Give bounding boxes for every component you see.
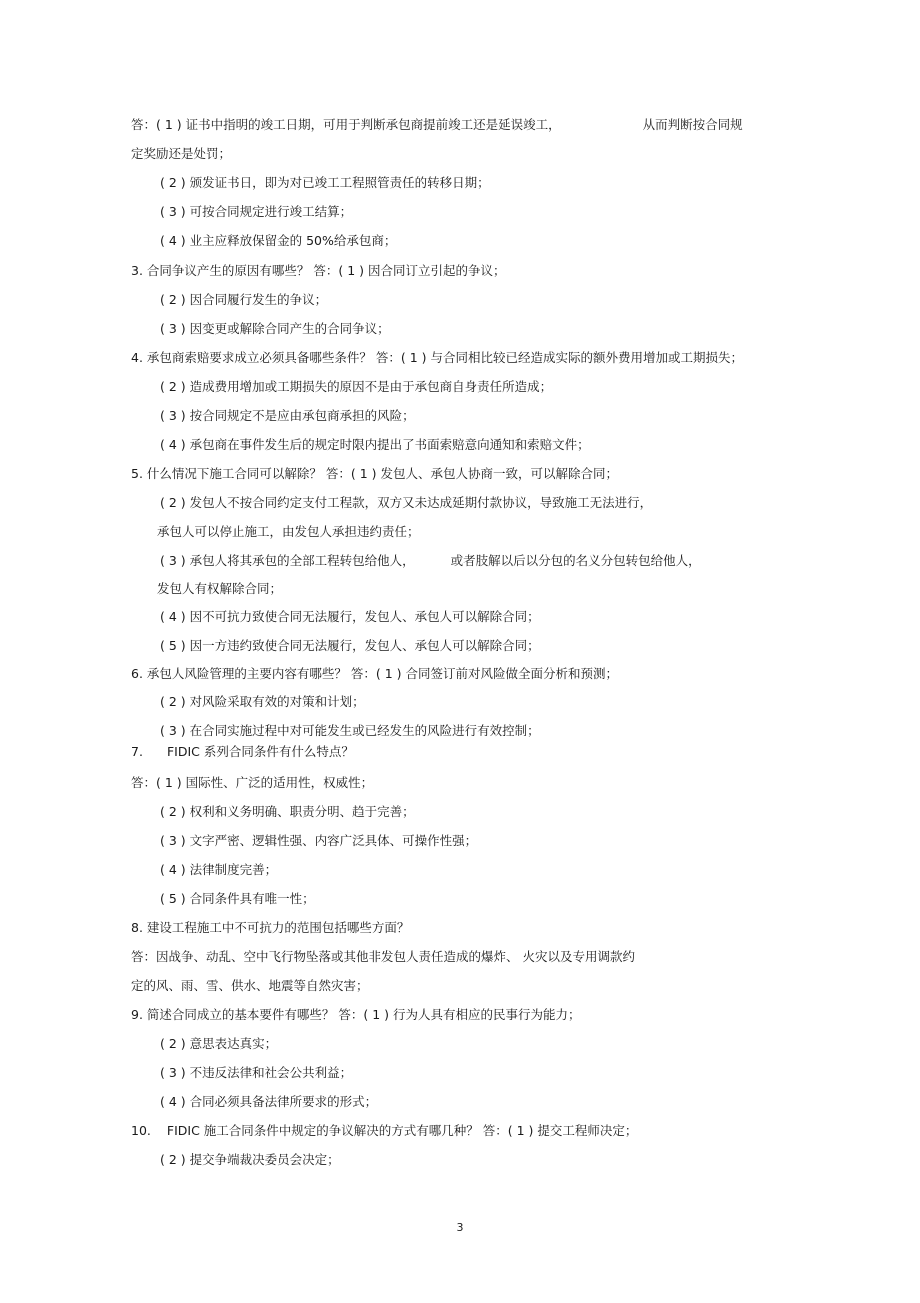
text-line: 答：( 1 ) 证书中指明的竣工日期，可用于判断承包商提前竣工还是延误竣工， 从而判断按合同规 xyxy=(131,117,743,132)
text-line: 10. FIDIC 施工合同条件中规定的争议解决的方式有哪几种？ 答：( 1 ) 提交工程师决定； xyxy=(131,1123,638,1138)
text-line: ( 3 ) 因变更或解除合同产生的合同争议； xyxy=(160,321,390,336)
text-line: 7. FIDIC 系列合同条件有什么特点？ xyxy=(131,744,354,759)
text-line: 定的风、雨、雪、供水、地震等自然灾害； xyxy=(131,978,369,993)
text-line: ( 3 ) 文字严密、逻辑性强、内容广泛具体、可操作性强； xyxy=(160,833,478,848)
text-line: ( 2 ) 对风险采取有效的对策和计划； xyxy=(160,694,365,709)
text-line: ( 3 ) 承包人将其承包的全部工程转包给他人， 或者肢解以后以分包的名义分包转包给他人， xyxy=(160,553,701,568)
text-line: 5. 什么情况下施工合同可以解除？ 答：( 1 ) 发包人、承包人协商一致，可以解除合同； xyxy=(131,466,619,481)
text-line: 定奖励还是处罚； xyxy=(131,146,232,161)
text-line: ( 4 ) 承包商在事件发生后的规定时限内提出了书面索赔意向通知和索赔文件； xyxy=(160,437,590,452)
text-line: ( 5 ) 因一方违约致使合同无法履行，发包人、承包人可以解除合同； xyxy=(160,638,540,653)
text-line: ( 2 ) 造成费用增加或工期损失的原因不是由于承包商自身责任所造成； xyxy=(160,379,553,394)
text-line: ( 4 ) 合同必须具备法律所要求的形式； xyxy=(160,1094,378,1109)
page-number: 3 xyxy=(456,1221,464,1234)
text-line: ( 4 ) 法律制度完善； xyxy=(160,862,278,877)
text-line: 8. 建设工程施工中不可抗力的范围包括哪些方面？ xyxy=(131,920,410,935)
text-line: 答：( 1 ) 国际性、广泛的适用性，权威性； xyxy=(131,775,374,790)
text-line: 3. 合同争议产生的原因有哪些？ 答：( 1 ) 因合同订立引起的争议； xyxy=(131,263,506,278)
text-line: 答：因战争、动乱、空中飞行物坠落或其他非发包人责任造成的爆炸、 火灾以及专用调款约 xyxy=(131,949,635,964)
text-line: ( 3 ) 不违反法律和社会公共利益； xyxy=(160,1065,353,1080)
text-line: ( 3 ) 可按合同规定进行竣工结算； xyxy=(160,204,353,219)
text-line: 9. 简述合同成立的基本要件有哪些？ 答：( 1 ) 行为人具有相应的民事行为能力； xyxy=(131,1007,581,1022)
text-line: ( 3 ) 在合同实施过程中对可能发生或已经发生的风险进行有效控制； xyxy=(160,723,540,738)
text-line: 4. 承包商索赔要求成立必须具备哪些条件？ 答：( 1 ) 与合同相比较已经造成实际的额外费用增加或工期损失； xyxy=(131,350,744,365)
text-line: ( 2 ) 提交争端裁决委员会决定； xyxy=(160,1152,340,1167)
text-line: ( 2 ) 权利和义务明确、职责分明、趋于完善； xyxy=(160,804,415,819)
text-line: 6. 承包人风险管理的主要内容有哪些？ 答：( 1 ) 合同签订前对风险做全面分析和预测； xyxy=(131,666,619,681)
text-line: 发包人有权解除合同； xyxy=(157,581,283,596)
text-line: 承包人可以停止施工，由发包人承担违约责任； xyxy=(157,524,420,539)
text-line: ( 2 ) 颁发证书日，即为对已竣工工程照管责任的转移日期； xyxy=(160,175,490,190)
text-line: ( 4 ) 因不可抗力致使合同无法履行，发包人、承包人可以解除合同； xyxy=(160,609,540,624)
text-line: ( 2 ) 发包人不按合同约定支付工程款，双方又未达成延期付款协议，导致施工无法进行， xyxy=(160,495,653,510)
text-line: ( 4 ) 业主应释放保留金的 50%给承包商； xyxy=(160,233,397,248)
text-line: ( 2 ) 意思表达真实； xyxy=(160,1036,278,1051)
text-line: ( 5 ) 合同条件具有唯一性； xyxy=(160,891,315,906)
text-line: ( 2 ) 因合同履行发生的争议； xyxy=(160,292,328,307)
text-line: ( 3 ) 按合同规定不是应由承包商承担的风险； xyxy=(160,408,415,423)
